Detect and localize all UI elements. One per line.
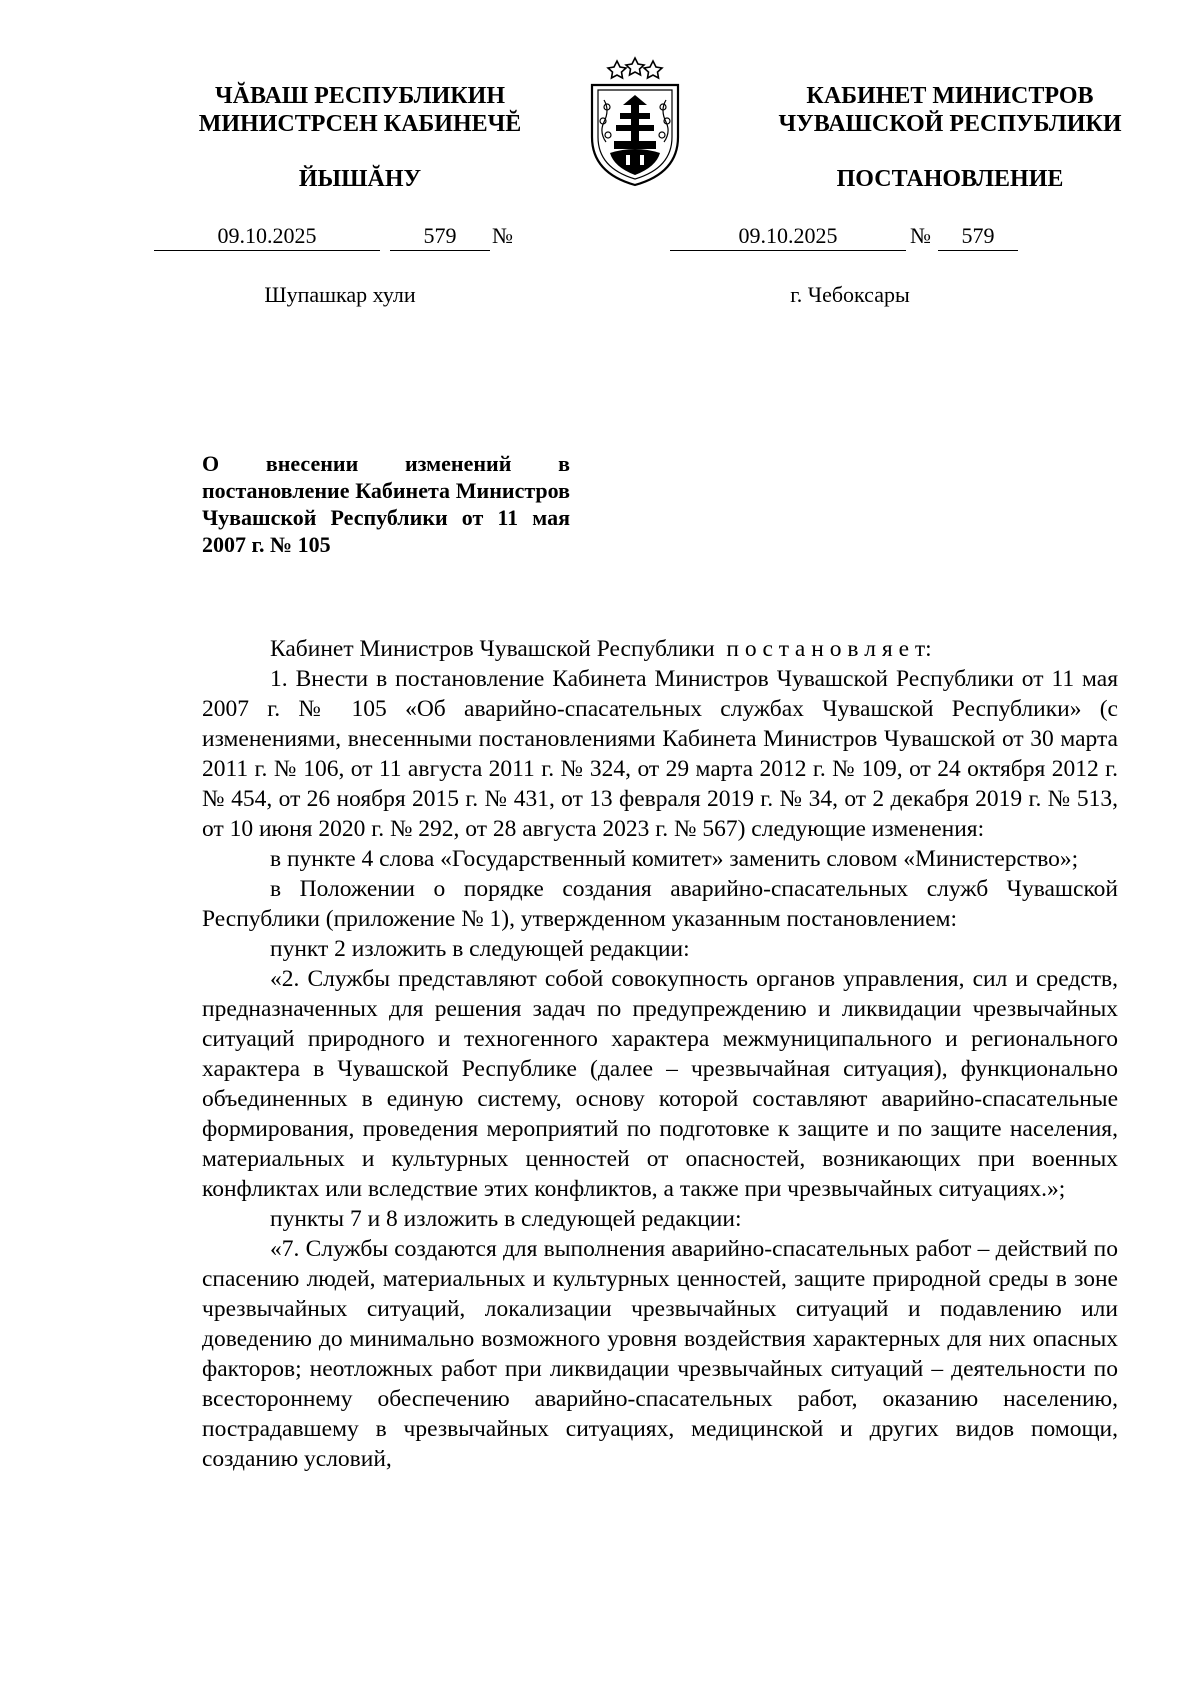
registration-right-date: 09.10.2025 xyxy=(670,222,906,251)
document-subject: О внесении изменений в постановление Кабинета Министров Чувашской Республики от 11 мая 2007 г. № 105 xyxy=(202,451,570,557)
registration-left xyxy=(154,222,514,252)
intro-paragraph xyxy=(202,634,1118,664)
chuvash-emblem-icon xyxy=(570,55,700,190)
body-paragraph: «2. Службы представляют собой совокупность органов управления, сил и средств, предназначенных для решения задач по предупреждению и ликвидации чрезвычайных ситуаций природного и техногенного характера межмуниципального и регионального характера в Чувашской Республике (далее – чрезвычайная ситуация), функционально объединенных в единую систему, основу которой составляют аварийно-спасательные формирования, проведения мероприятий по подготовке к защите и по защите населения, материальных и культурных ценностей от опасностей, возникающих при военных конфликтах или вследствие этих конфликтов, а также при чрезвычайных ситуациях.»; xyxy=(202,966,1118,1202)
doctype-left: ЙЫШĂНУ xyxy=(298,166,422,192)
body-paragraph: в Положении о порядке создания аварийно-спасательных служб Чувашской Республики (приложение № 1), утвержденном указанным постановлением: xyxy=(202,876,1118,932)
registration-left-number: 579 xyxy=(390,222,490,251)
body-paragraph: в пункте 4 слова «Государственный комитет» заменить словом «Министерство»; xyxy=(270,846,1079,872)
header-right xyxy=(730,82,1170,138)
header-left xyxy=(140,82,580,138)
registration-left-date: 09.10.2025 xyxy=(154,222,380,251)
header-left-line1: ЧĂВАШ РЕСПУБЛИКИН xyxy=(215,83,505,109)
registration-right-number: 579 xyxy=(938,222,1018,251)
registration-right-number-sign: № xyxy=(910,223,931,248)
registration-left-number-sign: № xyxy=(492,223,513,248)
body-paragraph: «7. Службы создаются для выполнения аварийно-спасательных работ – действий по спасению людей, материальных и культурных ценностей, защите природной среды в зоне чрезвычайных ситуаций, локализации чрезвычайных ситуаций и подавлению или доведению до минимально возможного уровня воздействия характерных для них опасных факторов; неотложных работ при ликвидации чрезвычайных ситуаций – деятельности по всестороннему обеспечению аварийно-спасательных работ, оказанию населению, пострадавшему в чрезвычайных ситуациях, медицинской и других видов помощи, созданию условий, xyxy=(202,1236,1118,1472)
body-paragraph: пункты 7 и 8 изложить в следующей редакции: xyxy=(270,1206,742,1232)
header-left-line2: МИНИСТРСЕН КАБИНЕЧĔ xyxy=(198,111,522,137)
place-left: Шупашкар хули xyxy=(264,282,416,307)
place-right: г. Чебоксары xyxy=(790,282,910,307)
document-body xyxy=(202,634,1118,1474)
doctype-right: ПОСТАНОВЛЕНИЕ xyxy=(836,166,1064,192)
body-paragraph: 1. Внести в постановление Кабинета Министров Чувашской Республики от 11 мая 2007 г. № 105 «Об аварийно-спасательных службах Чувашской Республики» (с изменениями, внесенными постановлениями Кабинета Министров Чувашской от 30 марта 2011 г. № 106, от 11 августа 2011 г. № 324, от 29 марта 2012 г. № 109, от 24 октября 2012 г. № 454, от 26 ноября 2015 г. № 431, от 13 февраля 2019 г. № 34, от 2 декабря 2019 г. № 513, от 10 июня 2020 г. № 292, от 28 августа 2023 г. № 567) следующие изменения: xyxy=(202,666,1118,842)
registration-right xyxy=(670,222,1030,252)
header-right-line1: КАБИНЕТ МИНИСТРОВ xyxy=(806,83,1094,109)
header-right-line2: ЧУВАШСКОЙ РЕСПУБЛИКИ xyxy=(778,111,1122,137)
body-paragraph: пункт 2 изложить в следующей редакции: xyxy=(270,936,690,962)
intro-verb: п о с т а н о в л я е т: xyxy=(726,636,932,662)
intro-text: Кабинет Министров Чувашской Республики xyxy=(270,636,715,662)
